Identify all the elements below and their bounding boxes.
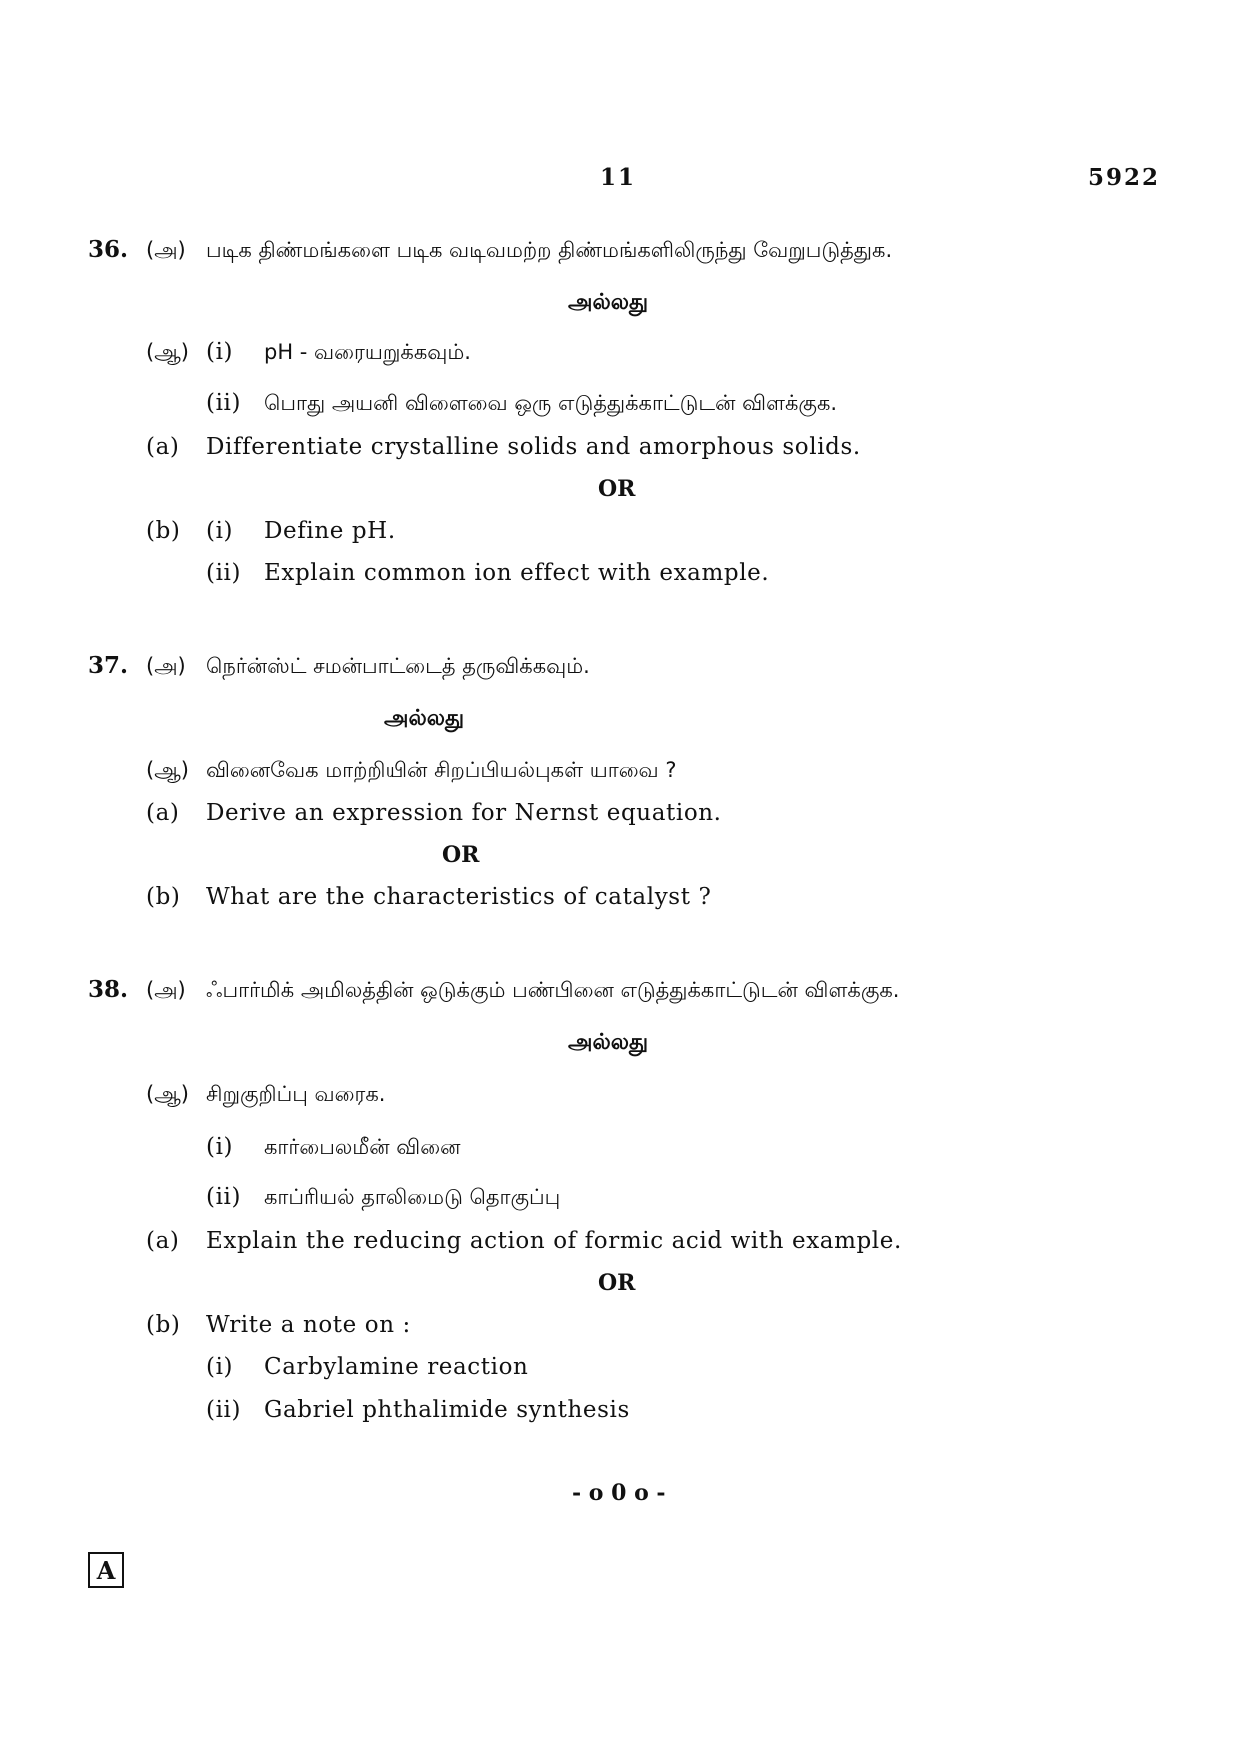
sub-marker: (i) (206, 1354, 234, 1380)
question-text-tamil: சிறுகுறிப்பு வரைக. (206, 1082, 386, 1106)
question-number: 37. (88, 652, 129, 679)
sub-marker: (i) (206, 518, 234, 544)
paper-code: 5922 (1088, 164, 1161, 191)
option-marker: (ஆ) (146, 758, 189, 782)
option-marker: (b) (146, 884, 181, 910)
question-text-english: Define pH. (264, 518, 396, 544)
series-box: A (88, 1552, 124, 1588)
question-text-english: Differentiate crystalline solids and amorphous solids. (206, 434, 861, 460)
option-marker: (b) (146, 1312, 181, 1338)
sub-marker: (ii) (206, 1184, 242, 1210)
sub-marker: (i) (206, 339, 234, 365)
question-text-english: Derive an expression for Nernst equation. (206, 800, 722, 826)
question-text-tamil: காப்ரியல் தாலிமைடு தொகுப்பு (264, 1185, 561, 1209)
sub-marker: (i) (206, 1134, 234, 1160)
or-separator-tamil: அல்லது (568, 290, 649, 315)
question-text-english: What are the characteristics of catalyst ? (206, 884, 712, 910)
sub-marker: (ii) (206, 390, 242, 416)
question-text-tamil: ஃபார்மிக் அமிலத்தின் ஒடுக்கும் பண்பினை எடுத்துக்காட்டுடன் விளக்குக. (206, 978, 900, 1002)
question-text-english: Carbylamine reaction (264, 1354, 529, 1380)
option-marker: (a) (146, 800, 180, 826)
or-separator: OR (598, 476, 636, 502)
question-text-english: Explain the reducing action of formic acid with example. (206, 1228, 902, 1254)
or-separator: OR (442, 842, 480, 868)
question-text-english: Gabriel phthalimide synthesis (264, 1397, 630, 1423)
question-text-tamil: நெர்ன்ஸ்ட் சமன்பாட்டைத் தருவிக்கவும். (206, 654, 590, 678)
or-separator: OR (598, 1270, 636, 1296)
question-text-tamil: வினைவேக மாற்றியின் சிறப்பியல்புகள் யாவை ? (206, 758, 677, 782)
option-marker: (அ) (146, 978, 186, 1002)
question-number: 36. (88, 236, 129, 263)
option-marker: (ஆ) (146, 1082, 189, 1106)
question-number: 38. (88, 976, 129, 1003)
page-number: 11 (600, 164, 637, 191)
end-of-paper-mark: - o 0 o - (572, 1480, 666, 1506)
option-marker: (அ) (146, 654, 186, 678)
option-marker: (ஆ) (146, 340, 189, 364)
question-text-english: Explain common ion effect with example. (264, 560, 770, 586)
or-separator-tamil: அல்லது (568, 1030, 649, 1055)
option-marker: (a) (146, 434, 180, 460)
or-separator-tamil: அல்லது (384, 706, 465, 731)
question-text-tamil: கார்பைலமீன் வினை (264, 1135, 461, 1159)
question-text-tamil: படிக திண்மங்களை படிக வடிவமற்ற திண்மங்களிலிருந்து வேறுபடுத்துக. (206, 238, 893, 262)
question-text-tamil: pH - வரையறுக்கவும். (264, 340, 471, 364)
option-marker: (அ) (146, 238, 186, 262)
question-text-tamil: பொது அயனி விளைவை ஒரு எடுத்துக்காட்டுடன் விளக்குக. (264, 391, 838, 415)
sub-marker: (ii) (206, 560, 242, 586)
question-text-english: Write a note on : (206, 1312, 411, 1338)
option-marker: (a) (146, 1228, 180, 1254)
option-marker: (b) (146, 518, 181, 544)
sub-marker: (ii) (206, 1397, 242, 1423)
